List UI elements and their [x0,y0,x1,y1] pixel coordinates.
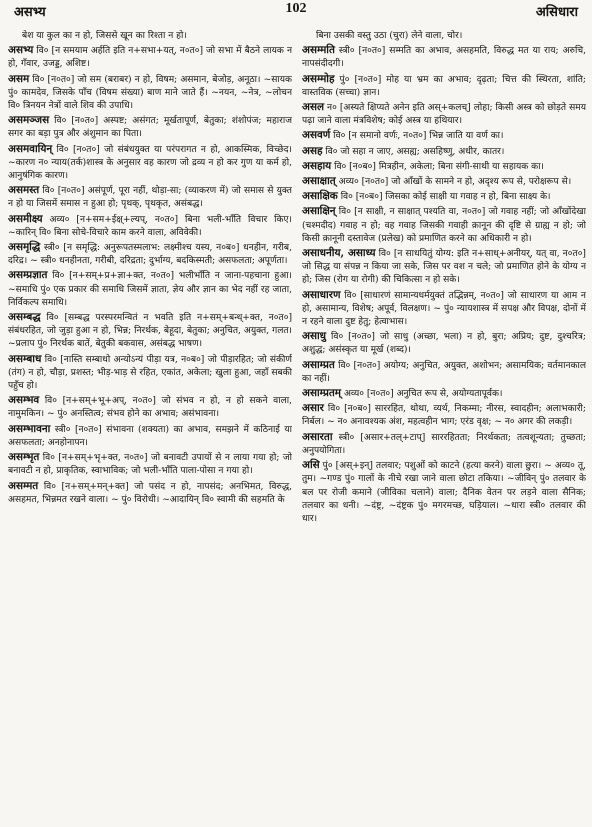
definition-text: वि० [न०त०] अयोग्य; अनुचित, अयुक्त, अशोभन; असामयिक; वर्तमानकाल का नहीं। [302,360,586,384]
headword: असार [302,402,324,415]
headword: असमवायिन् [8,142,53,155]
headword: असाम्प्रतम् [302,387,342,400]
dictionary-entry [302,175,586,189]
headword: असम्बाध [8,352,42,365]
dictionary-entry [8,143,292,184]
dictionary-entry [8,451,292,478]
dictionary-entry [8,423,292,450]
definition-text: बिना उसकी वस्तु उठा (चुरा) लेने वाला, चोर। [316,31,463,41]
headword: असम्भव [8,394,40,407]
dictionary-entry [8,269,292,310]
dictionary-entry [302,459,586,526]
definition-text: अव्य० [न०त०] जो आँखों के सामने न हो, अदृश्य रूप से, परोक्षरूप से। [338,177,572,188]
dictionary-entry [302,30,586,43]
dictionary-entry [302,129,586,143]
right-column [302,30,586,822]
definition-text: वि० [न०ब०] साररहित, थोथा, व्यर्थ, निकम्मा; नीरस, स्वादहीन; अलाभकारी; निर्बल। ~ न० अनावश्यक अंश, महत्वहीन भाग; एरंड वृक्ष; ~ न० अगर की लकड़ी। [302,404,586,428]
dictionary-entry [302,402,586,429]
headword: असाक्षिक [302,190,338,203]
headword: असभ्य [8,44,34,57]
dictionary-entry [302,190,586,204]
dictionary-entry [302,145,586,159]
dictionary-entry [302,359,586,386]
definition-text: वि० [न०त०] अस्पष्ट; असंगत; मूर्खतापूर्ण, बेतुका; शंशोपंज; महाराज सगर का बड़ा पुत्र और अंशुमान का पिता। [8,116,292,140]
definition-text: न० [अस्यते क्षिप्यते अनेन इति अस्+कलच्] लोहा; किसी अस्त्र को छोड़ते समय पढ़ा जाने वाला मंत्रविशेष; कोई अस्त्र या हथियार। [302,103,586,127]
dictionary-entry [8,394,292,421]
definition-text: वि० [न०त०] जो सम (बराबर) न हो, विषम; असमान, बेजोड़, अनूठा। ~सायक पुं० कामदेव, जिसके पाँच (विषम संख्या) बाण माने जाते हैं। ~नयन, ~नेत्र, ~लोचन वि० त्रिनयन नेत्रों वाले शिव की उपाधि। [8,74,292,112]
definition-text: अव्य० [न+सम+ईक्ष्+ल्यप्, न०त०] बिना भली-भाँति विचार किए। ~कारिन् वि० बिना सोचे-विचारे काम करने वाला, अविवेकी। [8,214,292,238]
definition-text: वि० [सम्बद्ध परस्परमन्वितं न भवति इति न+सम्+बन्ध्+क्त, न०त०] संबंधरहित, जो जुड़ा हुआ न हो, भिन्न; निरर्थक, बेहूदा, बेतुका; अनुचित, अयुक्त, गलत। ~प्रलाप पुं० निरर्थक बातें, बेतुकी बकवास, असंबद्ध भाषण। [8,313,292,350]
headword: असम्बद्ध [8,311,41,324]
definition-text: वि० [न०ब०] जिसका कोई साक्षी या गवाह न हो, बिना साक्ष्य के। [340,192,551,203]
definition-text: पुं० [अस्+इन्] तलवार; पशुओं को काटने (हत्या करने) वाला छुरा। ~ अव्य० तू, तुम। ~गण्ड पुं० गालों के नीचे रखा जाने वाला छोटा तकिया। ~जीविन् पुं० तलवार के बल पर रोजी कमाने (जीविका चलाने) वाला; दैनिक वेतन पर लड़ने वाला सैनिक; तलवार का धनी। ~दंष्ट्र, ~दंष्ट्रक पुं० मगरमच्छ, घड़ियाल। ~धारा स्त्री० तलवार की धार। [302,461,586,524]
definition-text: पुं० [न०त०] मोह या भ्रम का अभाव; दृढ़ता; चित्त की स्थिरता, शांति; वास्तविक (सच्चा) ज्ञान। [302,74,586,98]
dictionary-entry [302,387,586,401]
definition-text: वि० [न+सम्+मन्+क्त] जो पसंद न हो, नापसंद; अनभिमत, विरुद्ध, असहमत, भिन्नमत रखने वाला। ~ पुं० विरोधी। ~आदायिन् वि० स्वामी की सहमति के [8,481,292,505]
page-number: 102 [285,1,307,16]
headword: असम्भावना [8,422,51,435]
headword: असारता [302,430,333,443]
definition-text: वि० [न+सम्+प्र+ज्ञा+क्त, न०त०] भलीभाँति न जाना-पहचाना हुआ। ~समाधि पुं० एक प्रकार की समाधि जिसमें ज्ञाता, ज्ञेय और ज्ञान का भेद नहीं रह जाता, निर्विकल्प समाधि। [8,271,292,308]
headword: असाक्षिन् [302,205,336,218]
definition-text: वि० [न साक्षी, न साक्षात् पश्यति वा, न०त०] जो गवाह नहीं; जो आँखोंदेखा (चश्मदीद) गवाह न हो; वह गवाह जिसकी गवाही क़ानून की दृष्टि से ग्राह्य न हो; जो किसी क़ानूनी दस्तावेज (प्रलेख) को प्रमाणित करने का अधिकारी न हो। [302,207,586,244]
headword: असम्मति [302,44,335,57]
headword: असम्प्रज्ञात [8,269,48,282]
definition-text: वि० [न समयाम अर्हति इति न+सभा+यत्, न०त०] जो सभा में बैठने लायक न हो, गँवार, उजड्ड, अशिष्ट। [8,46,292,70]
headword: असम्मत [8,479,39,492]
dictionary-entry [8,114,292,141]
dictionary-entry [302,330,586,357]
dictionary-entry [8,213,292,240]
headword: असमीक्ष्य [8,212,43,225]
dictionary-entry [302,247,586,288]
dictionary-entry [8,184,292,211]
definition-text: वि० [न साधयितुं योग्य: इति न+साध्+अनीयर्, यत् वा, न०त०] जो सिद्ध या संपन्न न किया जा सके, जिस पर वश न चले; जो प्रमाणित होने के योग्य न हो; जिस (रोग या रोगी) की चिकित्सा न हो सके। [302,249,586,286]
definition-text: वि० [नास्ति सम्बाधो अन्योऽन्यं पीड़ा यत्र, न०ब०] जो पीड़ारहित; जो संकीर्ण (तंग) न हो, चौड़ा, प्रशस्त; भीड़-भाड़ से रहित, एकांत, अकेला; खुला हुआ, जहाँ सबकी पहुँच हो। [8,354,292,392]
definition-text: वि० [न समानो वर्णः, न०त०] भिन्न जाति या वर्ण का। [333,131,504,142]
headword: असाधु [302,330,327,343]
dictionary-entry [302,160,586,174]
dictionary-entry [302,44,586,71]
dictionary-entry [8,480,292,507]
headword: असल [302,101,325,114]
dictionary-entry [8,30,292,43]
headword: असाक्षात् [302,175,336,188]
dictionary-entry [302,205,586,246]
left-column [8,30,292,822]
headword: असम्भृत [8,451,40,464]
headword: असवर्ण [302,129,331,142]
definition-text: स्त्री० [न समृद्धि: अनुरूपतस्मलाभ: लक्ष्मीश्च यस्य, न०ब०] धनहीन, गरीब, दरिद्र। ~ स्त्री० धनहीनता, गरीबी, दरिद्रता; दुर्भाग्य, बदकिस्मती; असफलता; अपूर्णता। [8,243,292,267]
dictionary-entry [302,73,586,100]
headword: असम्मोह [302,72,335,85]
dictionary-entry [302,101,586,128]
definition-text: वि० [साधारणं सामान्यधर्मयुक्तं तद्भिन्नम्, न०त०] जो साधारण या आम न हो, असामान्य, विशेष; अपूर्व, विलक्षण। ~ पुं० न्यायशास्त्र में सपक्ष और विपक्ष, दोनों में न रहने वाला दुष्ट हेतु; हेत्वाभास। [302,290,586,328]
headword: असहाय [302,159,332,172]
headword: असमञ्जस [8,114,50,127]
headword: असाम्प्रत [302,358,335,371]
dictionary-entry [302,431,586,458]
dictionary-entry [8,44,292,71]
dictionary-entry [8,353,292,394]
definition-text: वि० [न०त०] असंपूर्ण, पूरा नहीं, थोड़ा-सा; (व्याकरण में) जो समास से युक्त न हो या जिसमें समास न हुआ हो; पृथक्, पृथकृत, असंबद्ध। [8,186,292,210]
headword: असमृद्धि [8,241,41,254]
dictionary-entry [8,241,292,268]
definition-text: वि० [न+सम्+भू+अप्, न०त०] जो संभव न हो, न हो सकने वाला, नामुमकिन। ~ पुं० अनस्तित्व; संभव होने का अभाव; असंभावना। [8,396,292,420]
definition-text: बेश या कुल का न हो, जिससे खून का रिश्ता न हो। [22,31,187,41]
dictionary-entry [302,289,586,330]
page-header [0,0,592,22]
definition-text: वि० [न+सम्+भृ+क्त, न०त०] जो बनावटी उपायों से न लाया गया हो; जो बनावटी न हो, प्राकृतिक, स्वाभाविक; जो भली-भाँति पाला-पोसा न गया हो। [8,453,292,477]
definition-text: अव्य० [न०त०] अनुचित रूप से, अयोग्यतापूर्वक। [343,389,503,400]
headword: असि [302,459,320,472]
headword: असाधनीय, असाध्य [302,247,376,260]
definition-text: वि० जो सहा न जाए, असह्य; असहिष्णु, अधीर, कातर। [325,146,505,157]
definition-text: स्त्री० [न०त०] सम्मति का अभाव, असहमति, विरुद्ध मत या राय; अरुचि, नापसंदीदगी। [302,46,586,70]
headword: असाधारण [302,288,341,301]
dictionary-entry [8,311,292,352]
dictionary-entry [8,73,292,114]
headword: असमस्त [8,184,40,197]
definition-text: वि० [न०ब०] मित्रहीन, अकेला; बिना संगी-साथी या सहायक का। [334,161,544,172]
definition-text: वि० [न०त०] जो साधु (अच्छा, भला) न हो, बुरा; अप्रिय; दुष्ट, दुश्चरित्र; अशुद्ध; असंस्कृत या मूर्ख (शब्द)। [302,332,586,356]
right-guide-word: असिधारा [535,5,578,20]
definition-text: स्त्री० [असार+तल्+टाप्] साररहितता; निरर्थकता; तत्वशून्यता; तुच्छता; अनुपयोगिता। [302,432,586,456]
headword: असह [302,144,323,157]
definition-text: स्त्री० [न०त०] संभावना (शक्यता) का अभाव, समझने में कठिनाई या असफलता; अनहोनापन। [8,424,292,448]
headword: असम [8,72,30,85]
definition-text: वि० [न०त०] जो संबंधयुक्त या परंपरागत न हो, आकस्मिक, विच्छेद। ~कारण न० न्याय(तर्क)शास्त्र के अनुसार वह कारण जो द्रव्य न हो कर गुण या कर्म हो, आनुषंगिक कारण। [8,144,292,182]
left-guide-word: असभ्य [14,5,46,20]
